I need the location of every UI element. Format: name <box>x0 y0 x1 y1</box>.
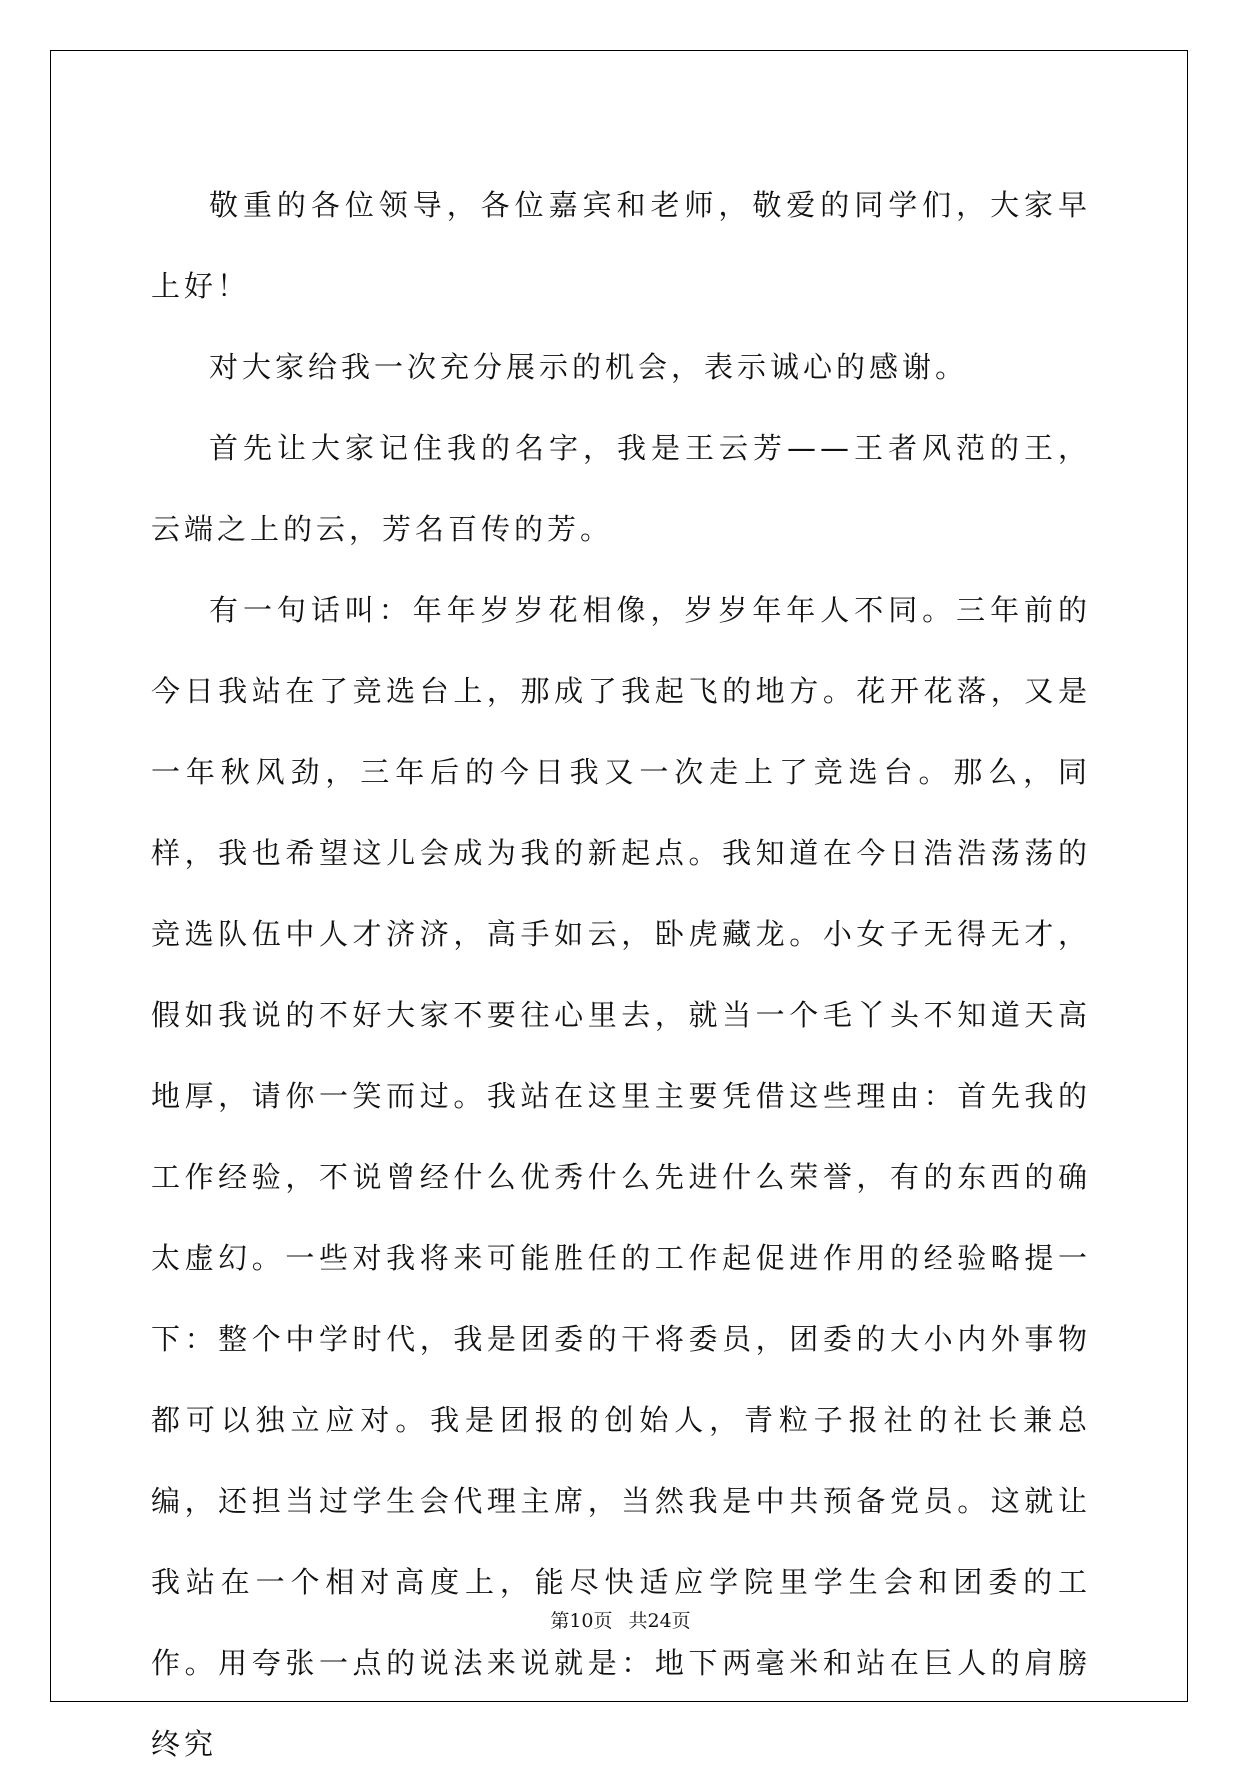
paragraph-thanks: 对大家给我一次充分展示的机会，表示诚心的感谢。 <box>209 350 969 384</box>
paragraph-experience: 有一句话叫：年年岁岁花相像，岁岁年年人不同。三年前的今日我站在了竞选台上，那成了我起飞的地方。花开花落，又是一年秋风劲，三年后的今日我又一次走上了竞选台。那么，同样，我也希望这儿会成为我的新起点。我知道在今日浩浩荡荡的竞选队伍中人才济济，高手如云，卧虎藏龙。小女子无得无才，假如我说的不好大家不要往心里去，就当一个毛丫头不知道天高地厚，请你一笑而过。我站在这里主要凭借这些理由：首先我的工作经验，不说曾经什么优秀什么先进什么荣誉，有的东西的确太虚幻。一些对我将来可能胜任的工作起促进作用的经验略提一下：整个中学时代，我是团委的干将委员，团委的大小内外事物都可以独立应对。我是团报的创始人，青粒子报社的社长兼总编，还担当过学生会代理主席，当然我是中共预备党员。这就让我站在一个相对高度上，能尽快适应学院里学生会和团委的工作。用夸张一点的说法来说就是：地下两毫米和站在巨人的肩膀终究 <box>151 593 1091 1761</box>
paragraph-greeting: 敬重的各位领导，各位嘉宾和老师，敬爱的同学们，大家早上好！ <box>151 188 1091 303</box>
document-body <box>151 165 1091 1785</box>
page-footer <box>0 1606 1241 1633</box>
page-number: 第10页 <box>550 1610 613 1632</box>
page-total: 共24页 <box>628 1610 691 1632</box>
paragraph-name-intro: 首先让大家记住我的名字，我是王云芳——王者风范的王，云端之上的云，芳名百传的芳。 <box>151 431 1091 546</box>
